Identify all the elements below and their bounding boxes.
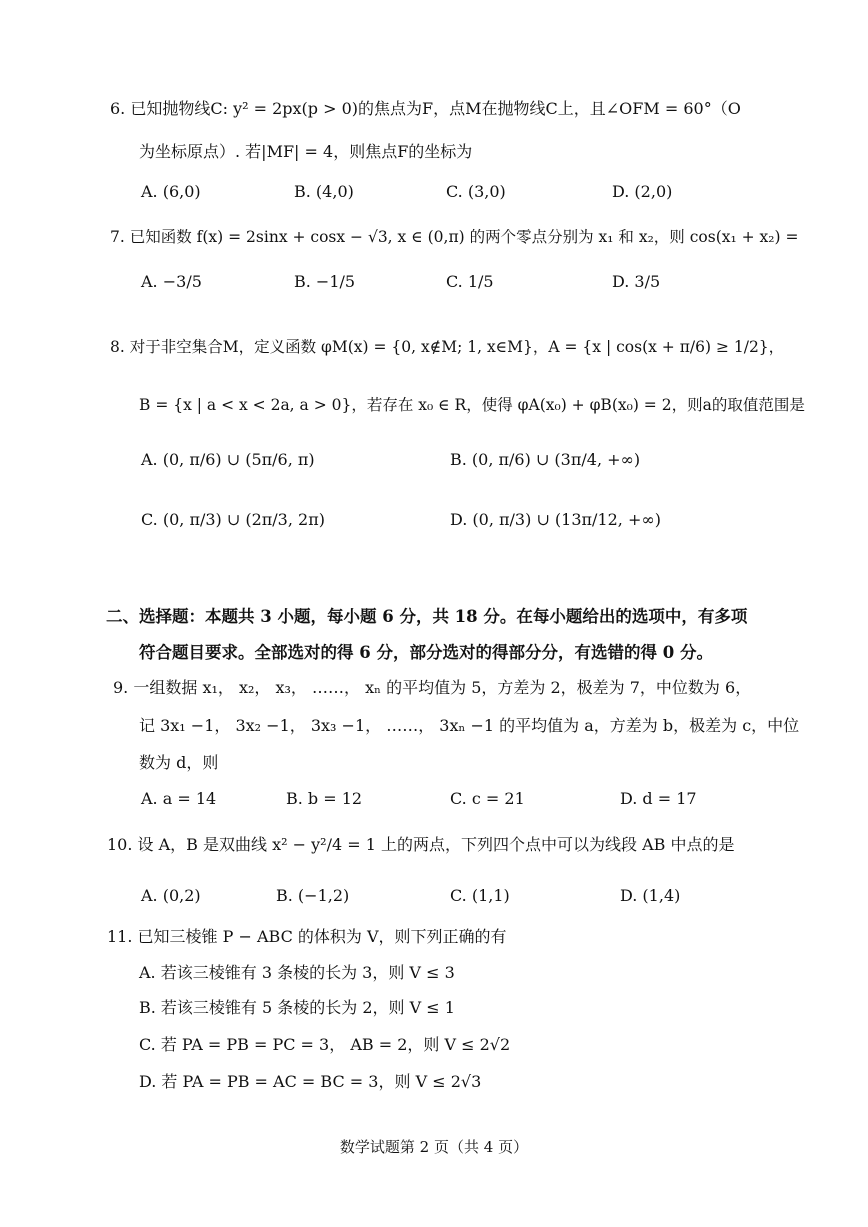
q7-option-d: D. 3/5: [612, 272, 661, 291]
q10-stem-line1: 10. 设 A，B 是双曲线 x² − y²/4 = 1 上的两点，下列四个点中可以为线段 AB 中点的是: [107, 835, 735, 854]
q11-option-a: A. 若该三棱锥有 3 条棱的长为 3，则 V ≤ 3: [139, 963, 455, 982]
q8-stem-line1: 8. 对于非空集合M，定义函数 φM(x) = {0, x∉M; 1, x∈M}，A = {x | cos(x + π/6) ≥ 1/2}，: [110, 338, 785, 356]
q8-option-b: B. (0, π/6) ∪ (3π/4, +∞): [450, 450, 641, 469]
q9-stem-line2: 记 3x₁ −1， 3x₂ −1， 3x₃ −1， ……， 3xₙ −1 的平均值为 a，方差为 b，极差为 c，中位: [139, 716, 800, 735]
q8-option-a: A. (0, π/6) ∪ (5π/6, π): [141, 450, 315, 469]
q6-stem-line2: 为坐标原点）. 若|MF| = 4，则焦点F的坐标为: [139, 142, 473, 161]
q7-stem-line1: 7. 已知函数 f(x) = 2sinx + cosx − √3, x ∈ (0,π) 的两个零点分别为 x₁ 和 x₂，则 cos(x₁ + x₂) =: [110, 228, 799, 246]
q11-option-b: B. 若该三棱锥有 5 条棱的长为 2，则 V ≤ 1: [139, 998, 455, 1017]
page-footer: 数学试题第 2 页（共 4 页）: [339, 1138, 529, 1156]
q10-option-d: D. (1,4): [620, 886, 681, 905]
q9-stem-line1: 9. 一组数据 x₁， x₂， x₃， ……， xₙ 的平均值为 5，方差为 2，极差为 7，中位数为 6，: [113, 678, 752, 697]
q7-option-b: B. −1/5: [294, 272, 356, 291]
q9-stem-line3: 数为 d，则: [139, 753, 219, 772]
q6-stem-line1: 6. 已知抛物线C: y² = 2px(p > 0)的焦点为F，点M在抛物线C上，且∠OFM = 60°（O: [110, 99, 741, 118]
q11-option-c: C. 若 PA = PB = PC = 3， AB = 2，则 V ≤ 2√2: [139, 1035, 511, 1054]
q6-option-c: C. (3,0): [446, 182, 506, 201]
q10-option-a: A. (0,2): [141, 886, 201, 905]
q6-option-d: D. (2,0): [612, 182, 673, 201]
q7-option-a: A. −3/5: [141, 272, 202, 291]
q7-option-c: C. 1/5: [446, 272, 494, 291]
q10-option-c: C. (1,1): [450, 886, 510, 905]
q8-option-d: D. (0, π/3) ∪ (13π/12, +∞): [450, 510, 661, 529]
q9-option-b: B. b = 12: [286, 789, 363, 808]
q6-option-b: B. (4,0): [294, 182, 354, 201]
q9-option-c: C. c = 21: [450, 789, 525, 808]
q11-stem-line1: 11. 已知三棱锥 P − ABC 的体积为 V，则下列正确的有: [107, 927, 507, 946]
q8-stem-line2: B = {x | a < x < 2a, a > 0}，若存在 x₀ ∈ R，使得 φA(x₀) + φB(x₀) = 2，则a的取值范围是: [139, 396, 805, 414]
q11-option-d: D. 若 PA = PB = AC = BC = 3，则 V ≤ 2√3: [139, 1072, 482, 1091]
q8-option-c: C. (0, π/3) ∪ (2π/3, 2π): [141, 510, 325, 529]
section2-heading-line1: 二、选择题：本题共 3 小题，每小题 6 分，共 18 分。在每小题给出的选项中，有多项: [106, 607, 748, 626]
q9-option-d: D. d = 17: [620, 789, 697, 808]
q9-option-a: A. a = 14: [141, 789, 217, 808]
q6-option-a: A. (6,0): [141, 182, 201, 201]
q10-option-b: B. (−1,2): [276, 886, 350, 905]
section2-heading-line2: 符合题目要求。全部选对的得 6 分，部分选对的得部分分，有选错的得 0 分。: [139, 643, 713, 662]
